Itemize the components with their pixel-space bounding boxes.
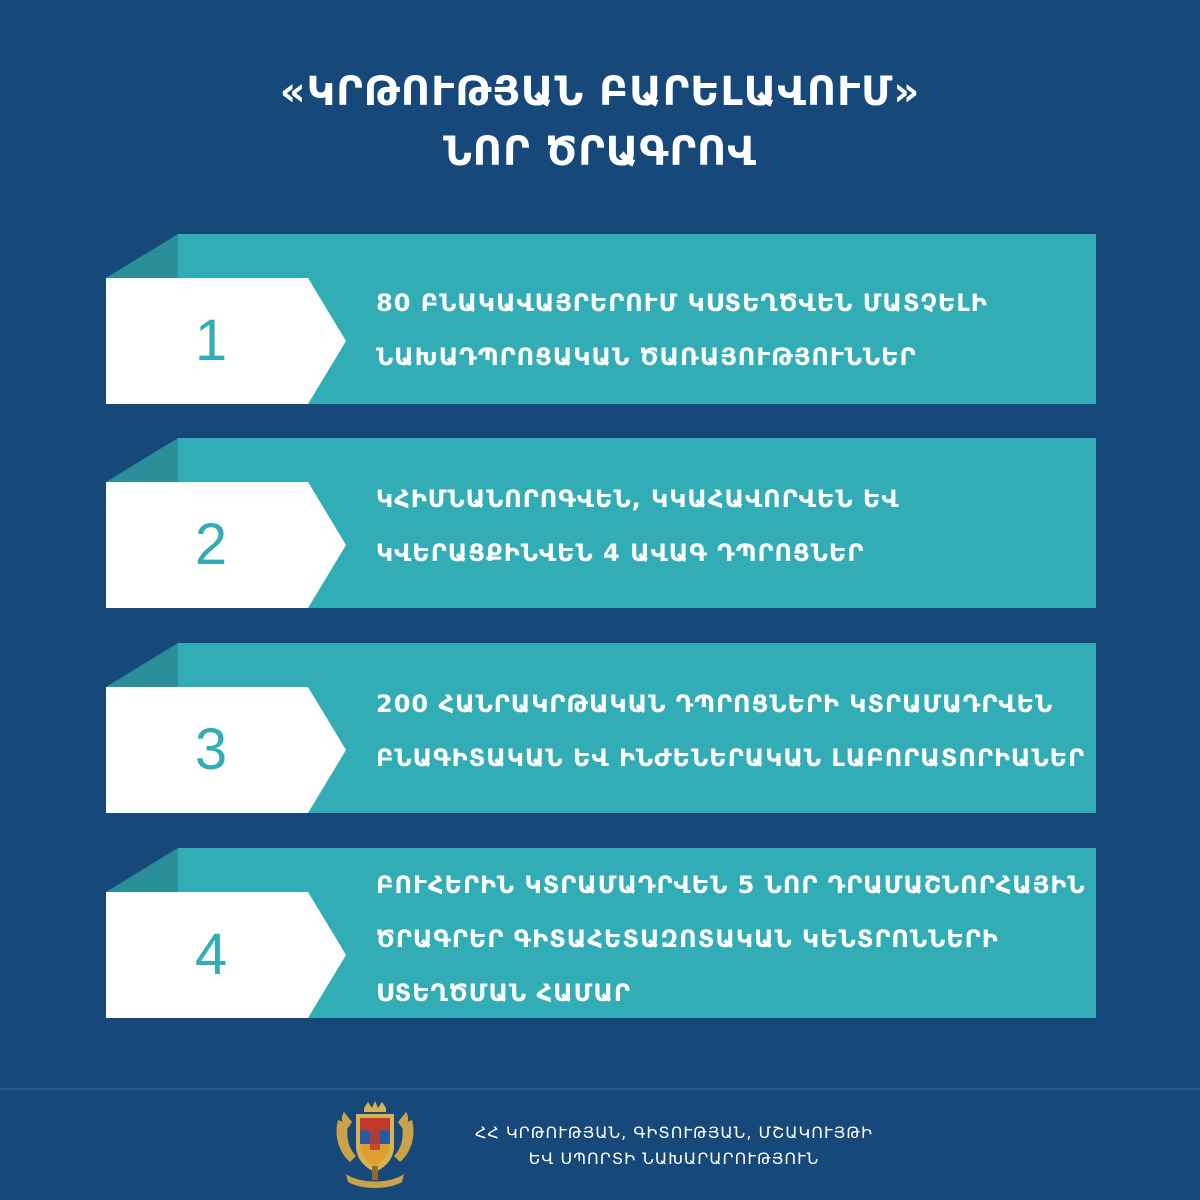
item-text: ԲՈՒՀԵՐԻՆ ԿՏՐԱՄԱԴՐՎԵՆ 5 ՆՈՐ ԴՐԱՄԱՇՆՈՐՀԱՅԻՆ ԾՐԱԳՐԵՐ ԳԻՏԱՀԵՏԱԶՈՏԱԿԱՆ ԿԵՆՏՐՈՆՆԵՐԻ ՍՏԵՂԾՄԱՆ ՀԱՄԱՐ [376,871,1086,1007]
ribbon-fold [106,848,178,892]
title-line-2: ՆՈՐ ԾՐԱԳՐՈՎ [443,129,757,175]
item-number: 1 [194,308,228,373]
item-number: 2 [194,512,228,577]
ribbon-fold [106,438,178,482]
coat-of-arms-icon [330,1100,420,1192]
title-line-1: «ԿՐԹՈՒԹՅԱՆ ԲԱՐԵԼԱՎՈՒՄ» [279,69,921,115]
list-item [106,643,1096,813]
list-item [106,234,1096,404]
ministry-name-line-2: ԵՎ ՍՊՈՐՏԻ ՆԱԽԱՐԱՐՈՒԹՅՈՒՆ [528,1149,820,1168]
item-text: 200 ՀԱՆՐԱԿՐԹԱԿԱՆ ԴՊՐՈՑՆԵՐԻ ԿՏՐԱՄԱԴՐՎԵՆ ԲՆԱԳԻՏԱԿԱՆ ԵՎ ԻՆԺԵՆԵՐԱԿԱՆ ԼԱԲՈՐԱՏՈՐԻԱՆԵՐ [376,690,1086,772]
page-title [0,62,1200,182]
list-item [106,848,1096,1018]
ministry-name [434,1120,914,1172]
list-item [106,438,1096,608]
item-text: ԿՀԻՄՆԱՆՈՐՈԳՎԵՆ, ԿԿԱՀԱՎՈՐՎԵՆ ԵՎ ԿՎԵՐԱՑՔԻՆՎԵՆ 4 ԱՎԱԳ ԴՊՐՈՑՆԵՐ [376,485,900,567]
item-number: 3 [194,717,228,782]
ribbon-fold [106,643,178,687]
item-text: 80 ԲՆԱԿԱՎԱՅՐԵՐՈՒՄ ԿՍՏԵՂԾՎԵՆ ՄԱՏՉԵԼԻ ՆԱԽԱԴՊՐՈՑԱԿԱՆ ԾԱՌԱՅՈՒԹՅՈՒՆՆԵՐ [376,289,988,371]
ribbon-fold [106,234,178,278]
ministry-name-line-1: ՀՀ ԿՐԹՈՒԹՅԱՆ, ԳԻՏՈՒԹՅԱՆ, ՄՇԱԿՈՒՅԹԻ [474,1123,874,1142]
item-number: 4 [194,922,228,987]
footer-divider [0,1088,1200,1090]
